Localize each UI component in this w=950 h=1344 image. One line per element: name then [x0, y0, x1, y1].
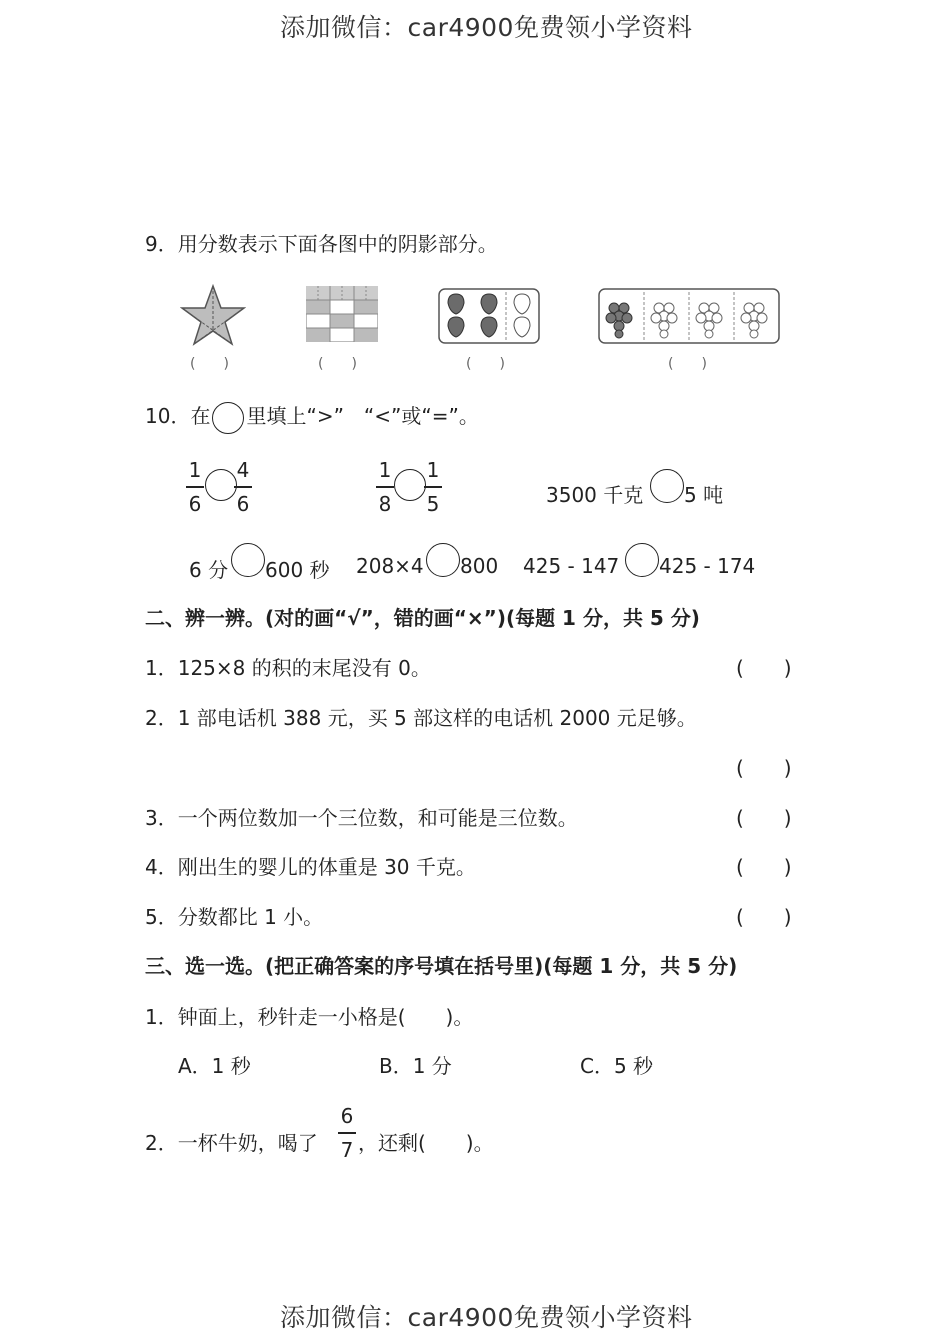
- grid-figure: [306, 286, 378, 342]
- compare-left: 208×4: [356, 554, 424, 578]
- section2-heading: 二、辨一辨。(对的画“√”，错的画“×”)(每题 1 分，共 5 分): [145, 606, 700, 630]
- answer-circle[interactable]: [426, 543, 460, 577]
- judge-item-4: 4．刚出生的婴儿的体重是 30 千克。: [145, 855, 476, 879]
- option-c[interactable]: C．5 秒: [580, 1054, 654, 1078]
- compare-left: 6 分: [189, 558, 229, 582]
- compare-right: 800: [460, 554, 499, 578]
- answer-blank[interactable]: ( ): [736, 855, 792, 879]
- option-b[interactable]: B．1 分: [379, 1054, 452, 1078]
- fraction-denominator: 6: [236, 491, 250, 516]
- judge-item-3: 3．一个两位数加一个三位数，和可能是三位数。: [145, 806, 578, 830]
- judge-item-1: 1．125×8 的积的末尾没有 0。: [145, 656, 431, 680]
- option-a[interactable]: A．1 秒: [178, 1054, 251, 1078]
- fig1-blank: ( ): [190, 356, 229, 372]
- compare-circle-icon: [212, 402, 244, 434]
- fraction-denominator: 8: [378, 491, 392, 516]
- q10-title-prefix: 10．在: [145, 404, 211, 428]
- choice-question-2-suffix: ，还剩( )。: [358, 1131, 494, 1155]
- fraction-denominator: 5: [426, 491, 440, 516]
- answer-blank[interactable]: ( ): [736, 905, 792, 929]
- section3-heading: 三、选一选。(把正确答案的序号填在括号里)(每题 1 分，共 5 分): [145, 954, 738, 978]
- q9-title: 9．用分数表示下面各图中的阴影部分。: [145, 232, 498, 256]
- answer-circle[interactable]: [394, 469, 426, 501]
- q10-title: [145, 400, 479, 434]
- compare-left: 3500 千克: [546, 483, 644, 507]
- judge-item-2: 2．1 部电话机 388 元，买 5 部这样的电话机 2000 元足够。: [145, 706, 697, 730]
- fraction-denominator: 6: [188, 491, 202, 516]
- fraction-numerator: 1: [426, 458, 440, 482]
- answer-circle[interactable]: [625, 543, 659, 577]
- answer-blank[interactable]: ( ): [736, 656, 792, 680]
- compare-right: 425 - 174: [659, 554, 756, 578]
- answer-blank[interactable]: ( ): [736, 806, 792, 830]
- choice-question-2-prefix: 2．一杯牛奶，喝了: [145, 1131, 318, 1155]
- compare-right: 5 吨: [684, 483, 724, 507]
- strawberries-figure: [438, 288, 540, 344]
- fraction: [424, 458, 442, 516]
- q10-title-suffix: 里填上“>” “<”或“=”。: [246, 404, 479, 428]
- answer-circle[interactable]: [650, 469, 684, 503]
- compare-left: 425 - 147: [523, 554, 620, 578]
- watermark-top: 添加微信：car4900免费领小学资料: [280, 13, 693, 42]
- grapes-figure: [598, 288, 780, 344]
- fraction-numerator: 1: [378, 458, 392, 482]
- answer-circle[interactable]: [205, 469, 237, 501]
- fraction: [234, 458, 252, 516]
- fraction-numerator: 6: [340, 1104, 354, 1128]
- answer-circle[interactable]: [231, 543, 265, 577]
- watermark-bottom: 添加微信：car4900免费领小学资料: [280, 1303, 693, 1332]
- answer-blank[interactable]: ( ): [736, 756, 792, 780]
- fraction: [338, 1104, 356, 1162]
- fig4-blank: ( ): [668, 356, 707, 372]
- fraction-numerator: 4: [236, 458, 250, 482]
- choice-question-1: 1．钟面上，秒针走一小格是( )。: [145, 1005, 474, 1029]
- fig2-blank: ( ): [318, 356, 357, 372]
- fraction-denominator: 7: [340, 1137, 354, 1162]
- fraction: [186, 458, 204, 516]
- compare-right: 600 秒: [265, 558, 330, 582]
- fraction: [376, 458, 394, 516]
- judge-item-5: 5．分数都比 1 小。: [145, 905, 324, 929]
- fig3-blank: ( ): [466, 356, 505, 372]
- fraction-numerator: 1: [188, 458, 202, 482]
- star-figure: [180, 284, 246, 346]
